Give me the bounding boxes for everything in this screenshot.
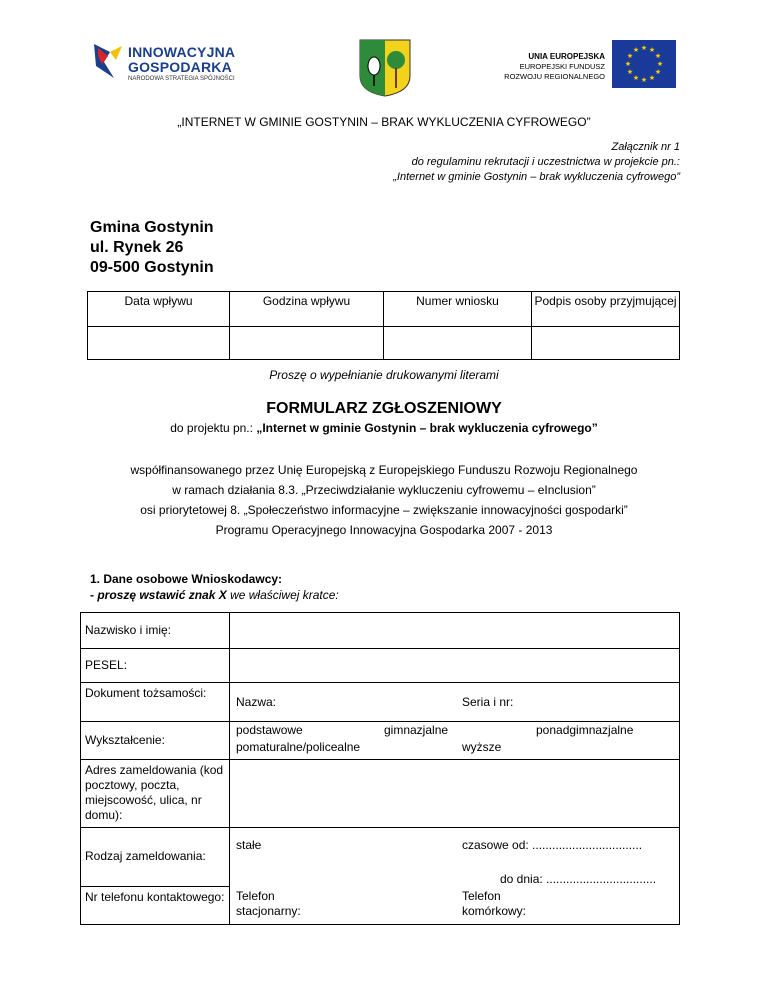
municipality-address xyxy=(90,218,214,278)
personal-data-form xyxy=(80,612,680,925)
svg-text:★: ★ xyxy=(640,76,648,84)
fill-note: Proszę o wypełnianie drukowanymi literami xyxy=(269,368,499,382)
subtitle-project: „Internet w gminie Gostynin – brak wykluczenia cyfrowego” xyxy=(256,421,598,435)
intake-header-number: Numer wniosku xyxy=(383,292,531,327)
edu-option-higher-label: wyższe xyxy=(462,740,502,754)
svg-text:★: ★ xyxy=(640,44,648,52)
section-1-header xyxy=(90,572,339,602)
svg-text:★: ★ xyxy=(654,52,662,60)
edu-option-postsecondary[interactable] xyxy=(236,740,360,755)
reg-option-permanent[interactable] xyxy=(236,838,261,853)
phone-landline-label: Telefon stacjonarny: xyxy=(236,889,301,918)
address-line-2: ul. Rynek 26 xyxy=(90,239,184,256)
instr-suffix: we właściwej kratce: xyxy=(226,588,339,602)
logo-line-3: NARODOWA STRATEGIA SPÓJNOŚCI xyxy=(128,76,235,82)
svg-text:★: ★ xyxy=(656,60,664,68)
logo-line-2: GOSPODARKA xyxy=(128,59,232,75)
svg-text:★: ★ xyxy=(626,52,634,60)
eu-line-2: EUROPEJSKI FUNDUSZ xyxy=(519,62,605,71)
intake-signature-field[interactable] xyxy=(531,327,679,360)
intake-time-field[interactable] xyxy=(230,327,384,360)
section-1-instruction xyxy=(90,588,339,602)
intake-header-date: Data wpływu xyxy=(88,292,230,327)
form-subtitle xyxy=(0,421,768,435)
annex-line-3: „Internet w gminie Gostynin – brak wykluczenia cyfrowego” xyxy=(393,171,680,183)
svg-text:★: ★ xyxy=(626,68,634,76)
id-document-field[interactable] xyxy=(230,683,680,722)
instr-x: X xyxy=(218,588,227,602)
reg-option-temporary-label: czasowe od: ................................. xyxy=(462,838,643,852)
address-label: Adres zameldowania (kod pocztowy, poczta, miejscowość, ulica, nr domu): xyxy=(81,760,230,828)
eu-flag-icon xyxy=(612,40,676,88)
doc-name-label: Nazwa: xyxy=(236,695,277,709)
cofinance-line-2: w ramach działania 8.3. „Przeciwdziałanie wykluczeniu cyfrowemu – eInclusion” xyxy=(172,483,596,497)
education-label: Wykształcenie: xyxy=(81,722,230,760)
svg-text:★: ★ xyxy=(632,46,640,54)
doc-series-label: Seria i nr: xyxy=(462,695,514,709)
edu-option-upper-label: ponadgimnazjalne xyxy=(536,723,634,737)
edu-option-basic[interactable] xyxy=(236,723,303,738)
phone-fields xyxy=(230,886,680,925)
svg-text:★: ★ xyxy=(648,74,656,82)
form-title-wrap xyxy=(0,400,768,418)
cofinance-text xyxy=(0,460,768,540)
phone-label: Nr telefonu kontaktowego: xyxy=(81,886,230,925)
gostynin-crest-icon xyxy=(358,38,412,98)
section-1-title: 1. Dane osobowe Wnioskodawcy: xyxy=(90,572,283,586)
subtitle-prefix: do projektu pn.: xyxy=(170,421,257,435)
eu-line-1: UNIA EUROPEJSKA xyxy=(528,52,605,61)
innowacyjna-gospodarka-logo xyxy=(90,40,250,88)
intake-date-field[interactable] xyxy=(88,327,230,360)
reg-option-permanent-label: stałe xyxy=(236,838,262,852)
pesel-label: PESEL: xyxy=(81,649,230,683)
cofinance-line-4: Programu Operacyjnego Innowacyjna Gospodarka 2007 - 2013 xyxy=(215,523,553,537)
project-header: „INTERNET W GMINIE GOSTYNIN – BRAK WYKLUCZENIA CYFROWEGO” xyxy=(177,115,591,129)
id-document-label: Dokument tożsamości: xyxy=(81,683,230,722)
address-field[interactable] xyxy=(230,760,680,828)
reg-until-field[interactable]: do dnia: ................................. xyxy=(500,872,657,886)
intake-number-field[interactable] xyxy=(383,327,531,360)
name-field[interactable] xyxy=(230,613,680,649)
svg-text:★: ★ xyxy=(654,68,662,76)
intake-header-time: Godzina wpływu xyxy=(230,292,384,327)
registration-type-options xyxy=(230,828,680,887)
form-title: FORMULARZ ZGŁOSZENIOWY xyxy=(266,400,502,417)
address-line-1: Gmina Gostynin xyxy=(90,219,214,236)
instr-prefix: - proszę wstawić znak xyxy=(90,588,219,602)
pesel-field[interactable] xyxy=(230,649,680,683)
edu-option-middle[interactable] xyxy=(384,723,448,738)
address-line-3: 09-500 Gostynin xyxy=(90,259,214,276)
edu-option-basic-label: podstawowe xyxy=(236,723,303,737)
annex-line-1: Załącznik nr 1 xyxy=(611,141,680,153)
annex-line-2: do regulaminu rekrutacji i uczestnictwa w projekcie pn.: xyxy=(411,156,680,168)
education-options xyxy=(230,722,680,760)
logo-line-1: INNOWACYJNA xyxy=(128,44,236,60)
cofinance-line-1: współfinansowanego przez Unię Europejską z Europejskiego Funduszu Rozwoju Regionalnego xyxy=(130,463,638,477)
phone-mobile-label: Telefon komórkowy: xyxy=(462,889,527,918)
edu-option-postsecondary-label: pomaturalne/policealne xyxy=(236,740,361,754)
annex-note xyxy=(393,140,680,185)
svg-text:★: ★ xyxy=(648,46,656,54)
edu-option-higher[interactable] xyxy=(462,740,501,755)
reg-option-temporary[interactable] xyxy=(462,838,642,853)
svg-text:★: ★ xyxy=(624,60,632,68)
edu-option-upper[interactable] xyxy=(536,723,633,738)
intake-header-signature: Podpis osoby przyjmującej xyxy=(531,292,679,327)
svg-text:★: ★ xyxy=(632,74,640,82)
eu-line-3: ROZWOJU REGIONALNEGO xyxy=(504,72,605,81)
edu-option-middle-label: gimnazjalne xyxy=(384,723,449,737)
star-logo-icon xyxy=(90,42,124,80)
cofinance-line-3: osi priorytetowej 8. „Społeczeństwo informacyjne – zwiększanie innowacyjności gospodarki” xyxy=(140,503,628,517)
intake-table xyxy=(87,291,680,360)
name-label: Nazwisko i imię: xyxy=(81,613,230,649)
eu-fund-text xyxy=(490,52,605,82)
registration-type-label: Rodzaj zameldowania: xyxy=(81,828,230,887)
